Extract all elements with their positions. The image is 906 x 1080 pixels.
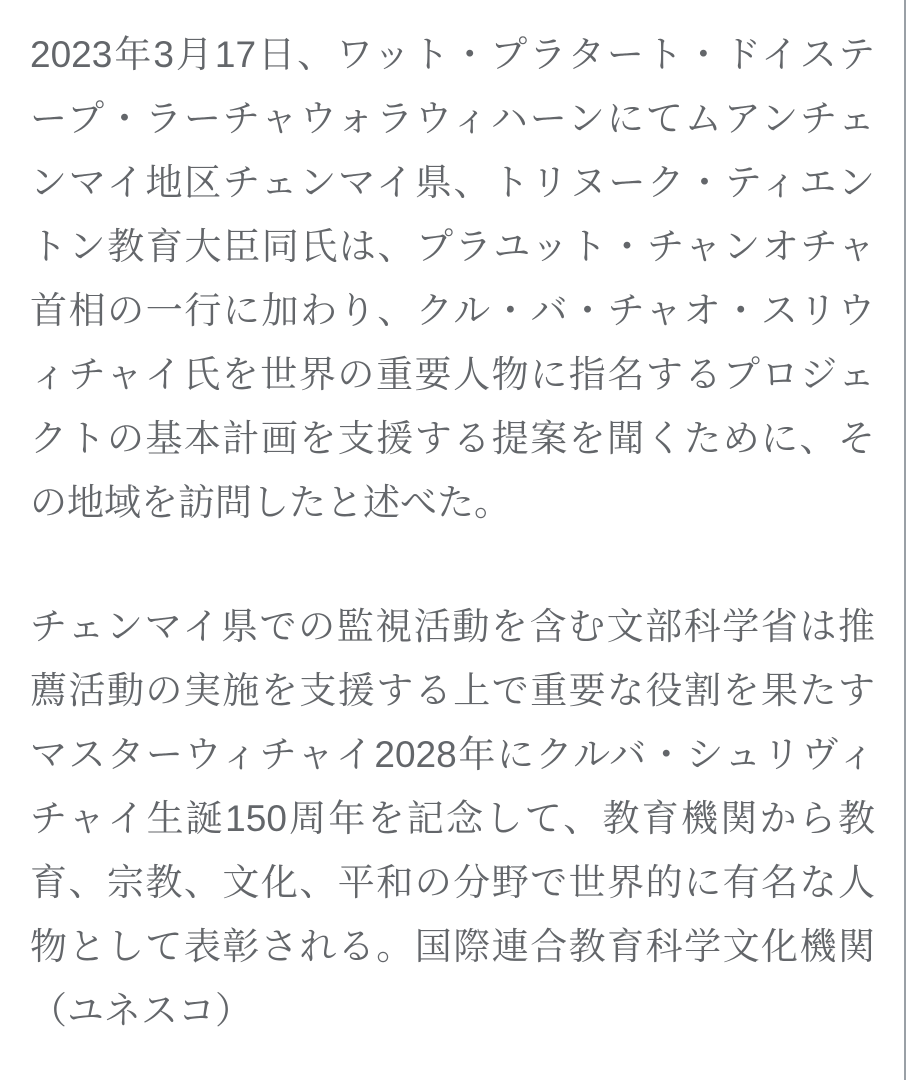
text-line: トン教育大臣同氏は、プラユット・チャンオチャ — [30, 226, 875, 267]
text-line: チャイ生誕150周年を記念して、教育機関から教 — [30, 798, 875, 839]
text-line: 首相の一行に加わり、クル・バ・チャオ・スリウ — [30, 290, 875, 331]
text-line: ンマイ地区チェンマイ県、トリヌーク・ティエン — [30, 162, 875, 203]
paragraph-1 — [30, 23, 875, 535]
paragraph-2 — [30, 595, 875, 1043]
text-line: 2023年3月17日、ワット・プラタート・ドイステ — [30, 34, 875, 75]
text-line: ィチャイ氏を世界の重要人物に指名するプロジェ — [30, 354, 875, 395]
text-line: 物として表彰される。国際連合教育科学文化機関 — [30, 926, 875, 967]
text-line: （ユネスコ） — [30, 990, 252, 1031]
text-line: マスターウィチャイ2028年にクルバ・シュリヴィ — [30, 734, 875, 775]
text-line: 育、宗教、文化、平和の分野で世界的に有名な人 — [30, 862, 875, 903]
text-line: の地域を訪問したと述べた。 — [30, 482, 511, 523]
article-body — [30, 23, 875, 1043]
text-line: ープ・ラーチャウォラウィハーンにてムアンチェ — [30, 98, 875, 139]
text-line: 薦活動の実施を支援する上で重要な役割を果たす — [30, 670, 875, 711]
text-line: クトの基本計画を支援する提案を聞くために、そ — [30, 418, 875, 459]
text-line: チェンマイ県での監視活動を含む文部科学省は推 — [30, 606, 875, 647]
